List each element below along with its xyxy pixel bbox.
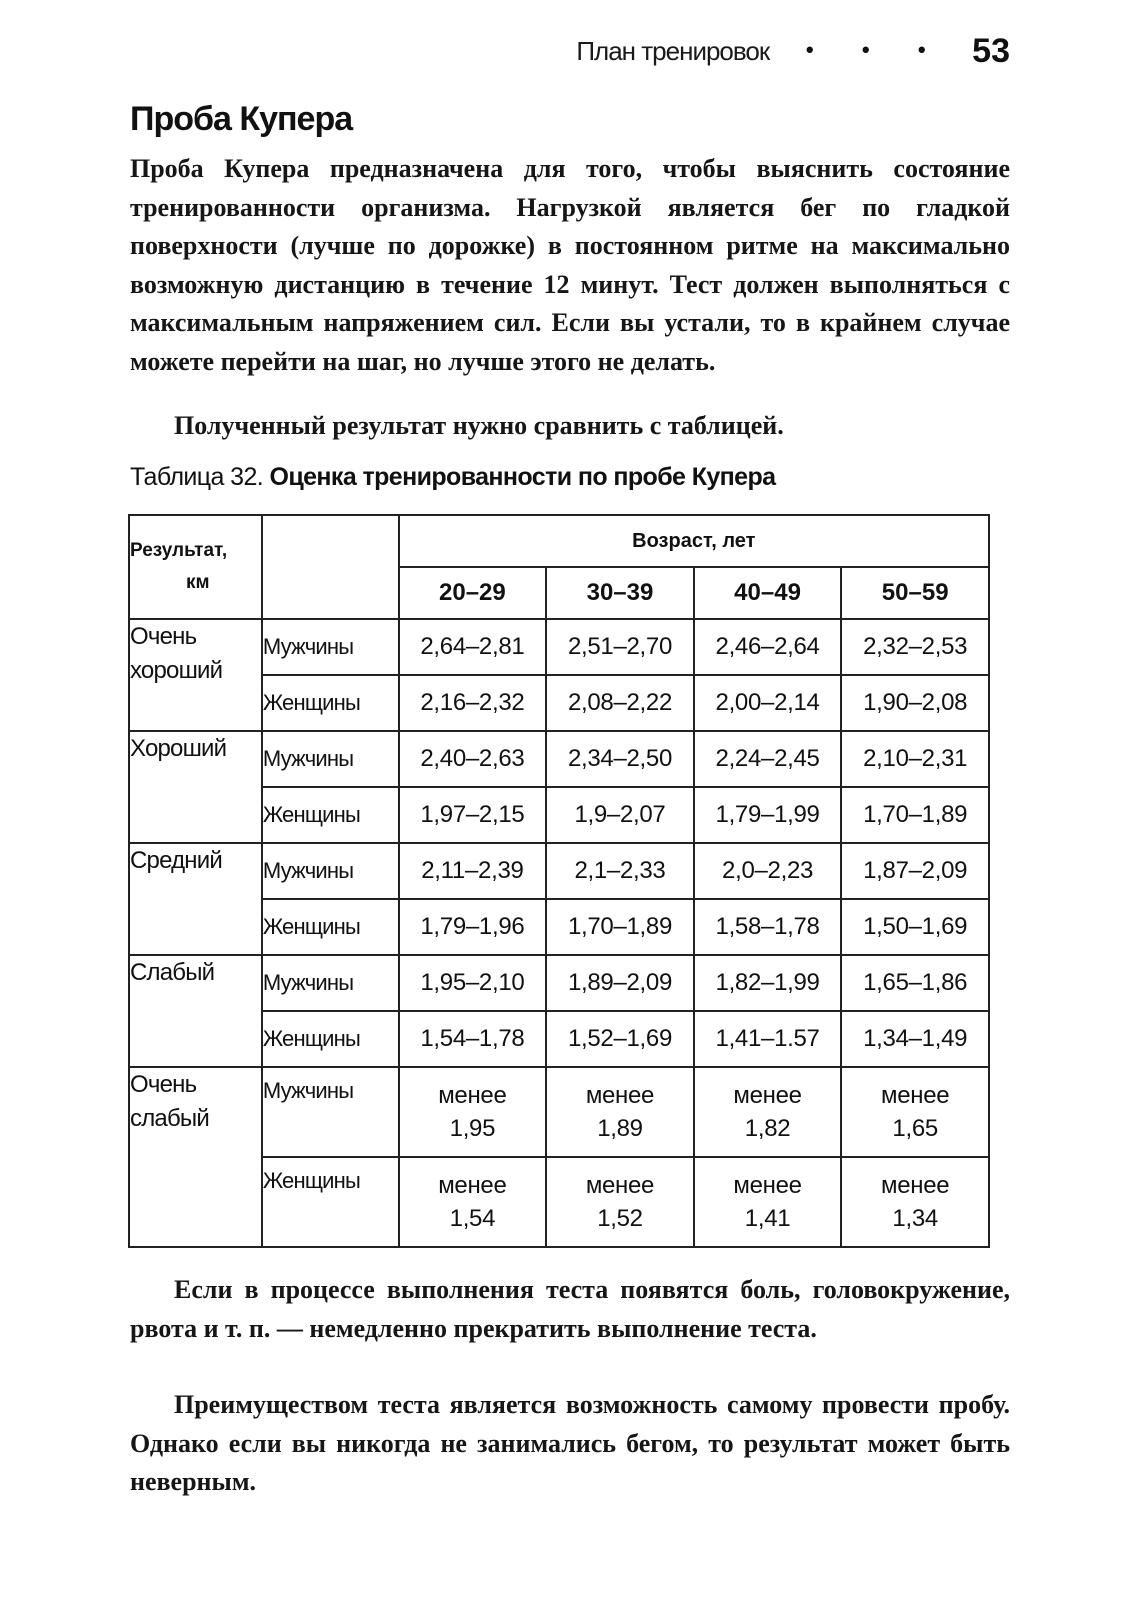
table-row — [129, 619, 989, 675]
result-value-cell: 2,51–2,70 — [546, 619, 694, 675]
table-row — [129, 843, 989, 899]
result-value-cell: 2,10–2,31 — [841, 731, 989, 787]
value-number: 1,65 — [892, 1115, 938, 1142]
result-value-cell: 2,46–2,64 — [694, 619, 842, 675]
value-number: 1,41 — [744, 1205, 791, 1232]
header-age: Возраст, лет — [399, 515, 989, 567]
result-value-cell — [694, 1067, 842, 1157]
table-caption — [130, 463, 775, 492]
header-result-label: Результат, — [130, 540, 228, 561]
result-value-cell — [694, 1157, 842, 1247]
table-row — [129, 955, 989, 1011]
gender-label: Женщины — [262, 675, 399, 731]
intro-paragraph-1: Проба Купера предназначена для того, чтобы выяснить состояние тренированности организма. Нагрузкой является бег по гладкой поверхности (лучше по дорожке) в постоянном ритме на максимально возможную дистанцию в течение 12 минут. Тест должен выполняться с максимальным напряжением сил. Если вы устали, то в крайнем случае можете перейти на шаг, но лучше этого не делать. — [130, 154, 1010, 376]
result-value-cell: 1,79–1,96 — [399, 899, 547, 955]
result-value-cell: 1,90–2,08 — [841, 675, 989, 731]
result-category-label: хороший — [130, 657, 223, 684]
result-category — [129, 843, 262, 955]
result-value-cell: 1,50–1,69 — [841, 899, 989, 955]
gender-label: Мужчины — [262, 955, 399, 1011]
result-value-cell: 2,08–2,22 — [546, 675, 694, 731]
result-category-label: Средний — [130, 847, 222, 874]
result-value-cell — [399, 1157, 547, 1247]
gender-label: Женщины — [262, 899, 399, 955]
result-value-cell: 2,24–2,45 — [694, 731, 842, 787]
gender-label: Женщины — [262, 1157, 399, 1247]
result-category-label: Хороший — [130, 735, 227, 762]
gender-label: Мужчины — [262, 731, 399, 787]
result-value-cell: 1,54–1,78 — [399, 1011, 547, 1067]
outro-paragraph-2: Преимуществом теста является возможность самому провести пробу. Однако если вы никогда не занимались бегом, то результат может быть неверным. — [130, 1390, 1010, 1496]
result-category — [129, 619, 262, 731]
intro-paragraph-2: Полученный результат нужно сравнить с таблицей. — [174, 411, 784, 440]
result-category-label: Слабый — [130, 959, 215, 986]
value-qualifier: менее — [881, 1082, 950, 1109]
header-age-group: 50–59 — [841, 567, 989, 619]
result-value-cell: 1,41–1.57 — [694, 1011, 842, 1067]
value-qualifier: менее — [438, 1172, 507, 1199]
result-value-cell: 1,89–2,09 — [546, 955, 694, 1011]
result-value-cell: 2,1–2,33 — [546, 843, 694, 899]
value-qualifier: менее — [733, 1172, 802, 1199]
result-category-label: Очень — [130, 623, 197, 650]
value-qualifier: менее — [585, 1172, 655, 1199]
table-row — [129, 1067, 989, 1157]
header-gender-blank — [262, 515, 399, 619]
result-category-label: слабый — [130, 1105, 209, 1132]
value-qualifier: менее — [881, 1172, 950, 1199]
result-value-cell — [841, 1067, 989, 1157]
gender-label: Женщины — [262, 787, 399, 843]
result-value-cell: 1,58–1,78 — [694, 899, 842, 955]
gender-label: Мужчины — [262, 1067, 399, 1157]
result-value-cell: 1,70–1,89 — [841, 787, 989, 843]
value-qualifier: менее — [438, 1082, 507, 1109]
result-value-cell — [546, 1157, 694, 1247]
running-header-dots: • • • — [803, 38, 947, 64]
value-qualifier: менее — [585, 1082, 655, 1109]
header-age-group: 30–39 — [546, 567, 694, 619]
result-value-cell: 2,16–2,32 — [399, 675, 547, 731]
value-number: 1,52 — [597, 1205, 643, 1232]
result-value-cell — [546, 1067, 694, 1157]
result-value-cell: 1,82–1,99 — [694, 955, 842, 1011]
result-value-cell: 1,70–1,89 — [546, 899, 694, 955]
result-value-cell: 1,52–1,69 — [546, 1011, 694, 1067]
gender-label: Мужчины — [262, 619, 399, 675]
result-value-cell: 2,00–2,14 — [694, 675, 842, 731]
result-category — [129, 1067, 262, 1247]
result-value-cell: 1,9–2,07 — [546, 787, 694, 843]
result-value-cell: 2,64–2,81 — [399, 619, 547, 675]
gender-label: Мужчины — [262, 843, 399, 899]
running-header-title: План тренировок — [576, 35, 770, 66]
outro-paragraph-1: Если в процессе выполнения теста появятся боль, головокружение, рвота и т. п. — немедленно прекратить выполнение теста. — [130, 1275, 1010, 1343]
result-value-cell: 1,65–1,86 — [841, 955, 989, 1011]
table-caption-number: Таблица 32. — [130, 463, 264, 491]
header-age-group: 40–49 — [694, 567, 842, 619]
value-qualifier: менее — [733, 1082, 802, 1109]
value-number: 1,82 — [744, 1115, 791, 1142]
value-number: 1,95 — [449, 1115, 496, 1142]
result-value-cell — [841, 1157, 989, 1247]
table-row — [129, 731, 989, 787]
header-age-group: 20–29 — [399, 567, 547, 619]
table-caption-title: Оценка тренированности по пробе Купера — [269, 463, 776, 491]
section-title: Проба Купера — [130, 100, 353, 138]
result-value-cell: 2,32–2,53 — [841, 619, 989, 675]
table-header — [129, 515, 989, 619]
result-value-cell: 1,34–1,49 — [841, 1011, 989, 1067]
value-number: 1,89 — [597, 1115, 643, 1142]
result-value-cell: 1,87–2,09 — [841, 843, 989, 899]
value-number: 1,54 — [449, 1205, 496, 1232]
result-value-cell: 1,95–2,10 — [399, 955, 547, 1011]
gender-label: Женщины — [262, 1011, 399, 1067]
result-value-cell — [399, 1067, 547, 1157]
result-value-cell: 2,0–2,23 — [694, 843, 842, 899]
cooper-test-table — [128, 514, 990, 1248]
result-category — [129, 955, 262, 1067]
header-result — [129, 515, 262, 619]
result-value-cell: 1,79–1,99 — [694, 787, 842, 843]
table-body — [129, 619, 989, 1247]
value-number: 1,34 — [892, 1205, 938, 1232]
result-value-cell: 2,40–2,63 — [399, 731, 547, 787]
header-result-unit: км — [186, 572, 210, 593]
result-value-cell: 1,97–2,15 — [399, 787, 547, 843]
result-value-cell: 2,34–2,50 — [546, 731, 694, 787]
result-category — [129, 731, 262, 843]
result-category-label: Очень — [130, 1071, 197, 1098]
page-number: 53 — [972, 31, 1010, 70]
result-value-cell: 2,11–2,39 — [399, 843, 547, 899]
running-header — [130, 28, 1010, 74]
